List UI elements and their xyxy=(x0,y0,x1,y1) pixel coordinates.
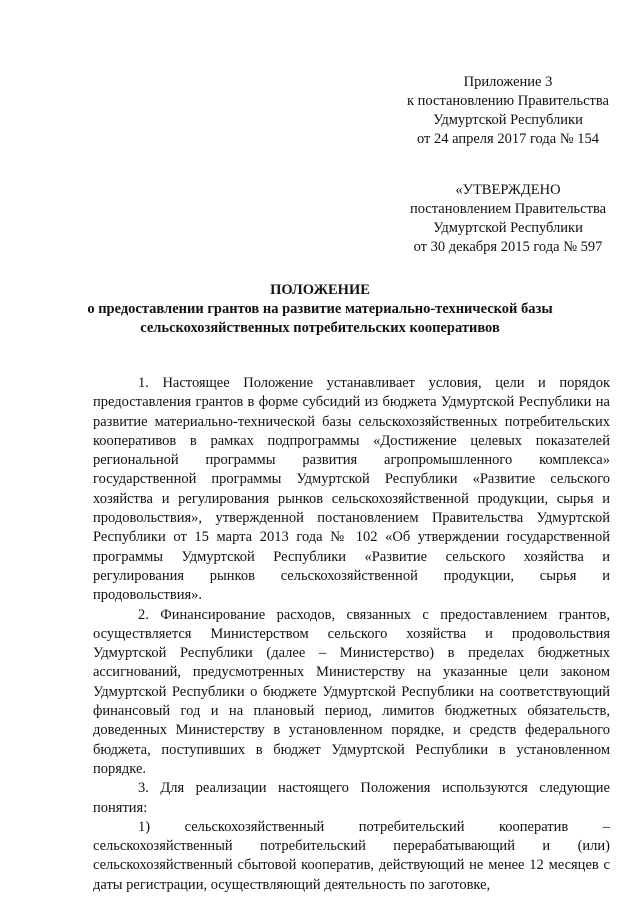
appendix-date: от 24 апреля 2017 года № 154 xyxy=(416,131,600,147)
paragraph-1: 1. Настоящее Положение устанавливает условия, цели и порядок предоставления грантов в форме субсидий из бюджета Удмуртской Республики на развитие материально-технической базы сельскохозяйственных потребительских кооперативов в рамках подпрограммы «Достижение целевых показателей региональной программы развития агропромышленного комплекса» государственной программы Удмуртской Республики «Развитие сельского хозяйства и регулирования рынков сельскохозяйственной продукции, сырья и продовольствия», утвержденной постановлением Правительства Удмуртской Республики от 15 марта 2013 года № 102 «Об утверждении государственной программы Удмуртской Республики «Развитие сельского хозяйства и регулирования рынков сельскохозяйственной продукции, сырья и продовольствия». xyxy=(93,375,610,604)
approval-label: «УТВЕРЖДЕНО xyxy=(455,182,561,198)
title-subject-line-2: сельскохозяйственных потребительских кооперативов xyxy=(140,320,500,336)
title-subject-line-1: о предоставлении грантов на развитие материально-технической базы xyxy=(87,301,553,317)
document-body xyxy=(93,374,610,895)
appendix-number: Приложение 3 xyxy=(463,74,553,90)
appendix-republic: Удмуртской Республики xyxy=(433,112,583,128)
approval-header xyxy=(368,181,640,257)
appendix-reference: к постановлению Правительства xyxy=(407,93,609,109)
paragraph-2: 2. Финансирование расходов, связанных с предоставлением грантов, осуществляется Министерством сельского хозяйства и продовольствия Удмуртской Республики (далее – Министерство) в пределах бюджетных ассигнований, предусмотренных Министерству на указанные цели законом Удмуртской Республики о бюджете Удмуртской Республики на соответствующий финансовый год и на плановый период, лимитов бюджетных обязательств, доведенных Министерству в установленном порядке, и средств федерального бюджета, поступивших в бюджет Удмуртской Республики в установленном порядке. xyxy=(93,606,610,777)
paragraph-3: 3. Для реализации настоящего Положения используются следующие понятия: xyxy=(93,780,610,816)
paragraph-3-item-1: 1) сельскохозяйственный потребительский кооператив – сельскохозяйственный потребительский перерабатывающий и (или) сельскохозяйственный сбытовой кооператив, действующий не менее 12 месяцев с даты регистрации, осуществляющий деятельность по заготовке, xyxy=(93,818,610,893)
appendix-header xyxy=(368,73,640,149)
approval-republic: Удмуртской Республики xyxy=(433,220,583,236)
title-heading: ПОЛОЖЕНИЕ xyxy=(270,282,370,298)
approval-date: от 30 декабря 2015 года № 597 xyxy=(413,239,603,255)
document-title xyxy=(70,281,570,338)
approval-reference: постановлением Правительства xyxy=(409,201,607,217)
